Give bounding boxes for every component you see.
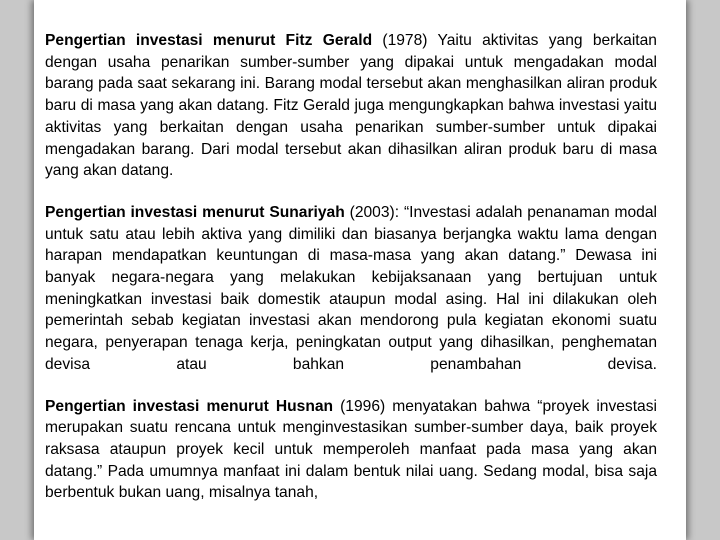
document-page [34,0,686,540]
paragraph-lead: Pengertian investasi menurut Fitz Gerald [45,32,373,49]
paragraph-lead: Pengertian investasi menurut Sunariyah [45,203,345,221]
paragraph-body: (2003): “Investasi adalah penanaman modal untuk satu atau lebih aktiva yang dimiliki dan biasanya berjangka waktu lama dengan harapan mendapatkan keuntungan di masa-masa yang akan datang.” Dewasa ini banyak negara-negara yang melakukan kebijaksanaan yang bertujuan untuk meningkatkan investasi baik domestik ataupun modal asing. Hal ini dilakukan oleh pemerintah sebab kegiatan investasi akan mendorong pula kegiatan ekonomi suatu negara, penyerapan tenaga kerja, peningkatan output yang dihasilkan, penghematan devisa atau bahkan penambahan devisa. [45,203,657,373]
paragraph-fitz-gerald [45,30,657,182]
paragraph-sunariyah [45,202,657,376]
paragraph-husnan [45,396,657,505]
paragraph-body: (1996) menyatakan bahwa “proyek investasi merupakan suatu rencana untuk menginvestasikan sumber-sumber daya, baik proyek raksasa ataupun proyek kecil untuk memperoleh manfaat pada masa yang akan datang.” Pada umumnya manfaat ini dalam bentuk nilai uang. Sedang modal, bisa saja berbentuk bukan uang, misalnya tanah, [45,397,657,502]
paragraph-body: (1978) Yaitu aktivitas yang berkaitan dengan usaha penarikan sumber-sumber yang dipakai untuk mengadakan modal barang pada saat sekarang ini. Barang modal tersebut akan menghasilkan aliran produk baru di masa yang akan datang. Fitz Gerald juga mengungkapkan bahwa investasi yaitu aktivitas yang berkaitan dengan usaha penarikan sumber-sumber untuk dipakai mengadakan barang. Dari modal tersebut akan dihasilkan aliran produk baru di masa yang akan datang. [45,32,657,180]
document-content [45,30,657,524]
paragraph-lead: Pengertian investasi menurut Husnan [45,397,334,415]
